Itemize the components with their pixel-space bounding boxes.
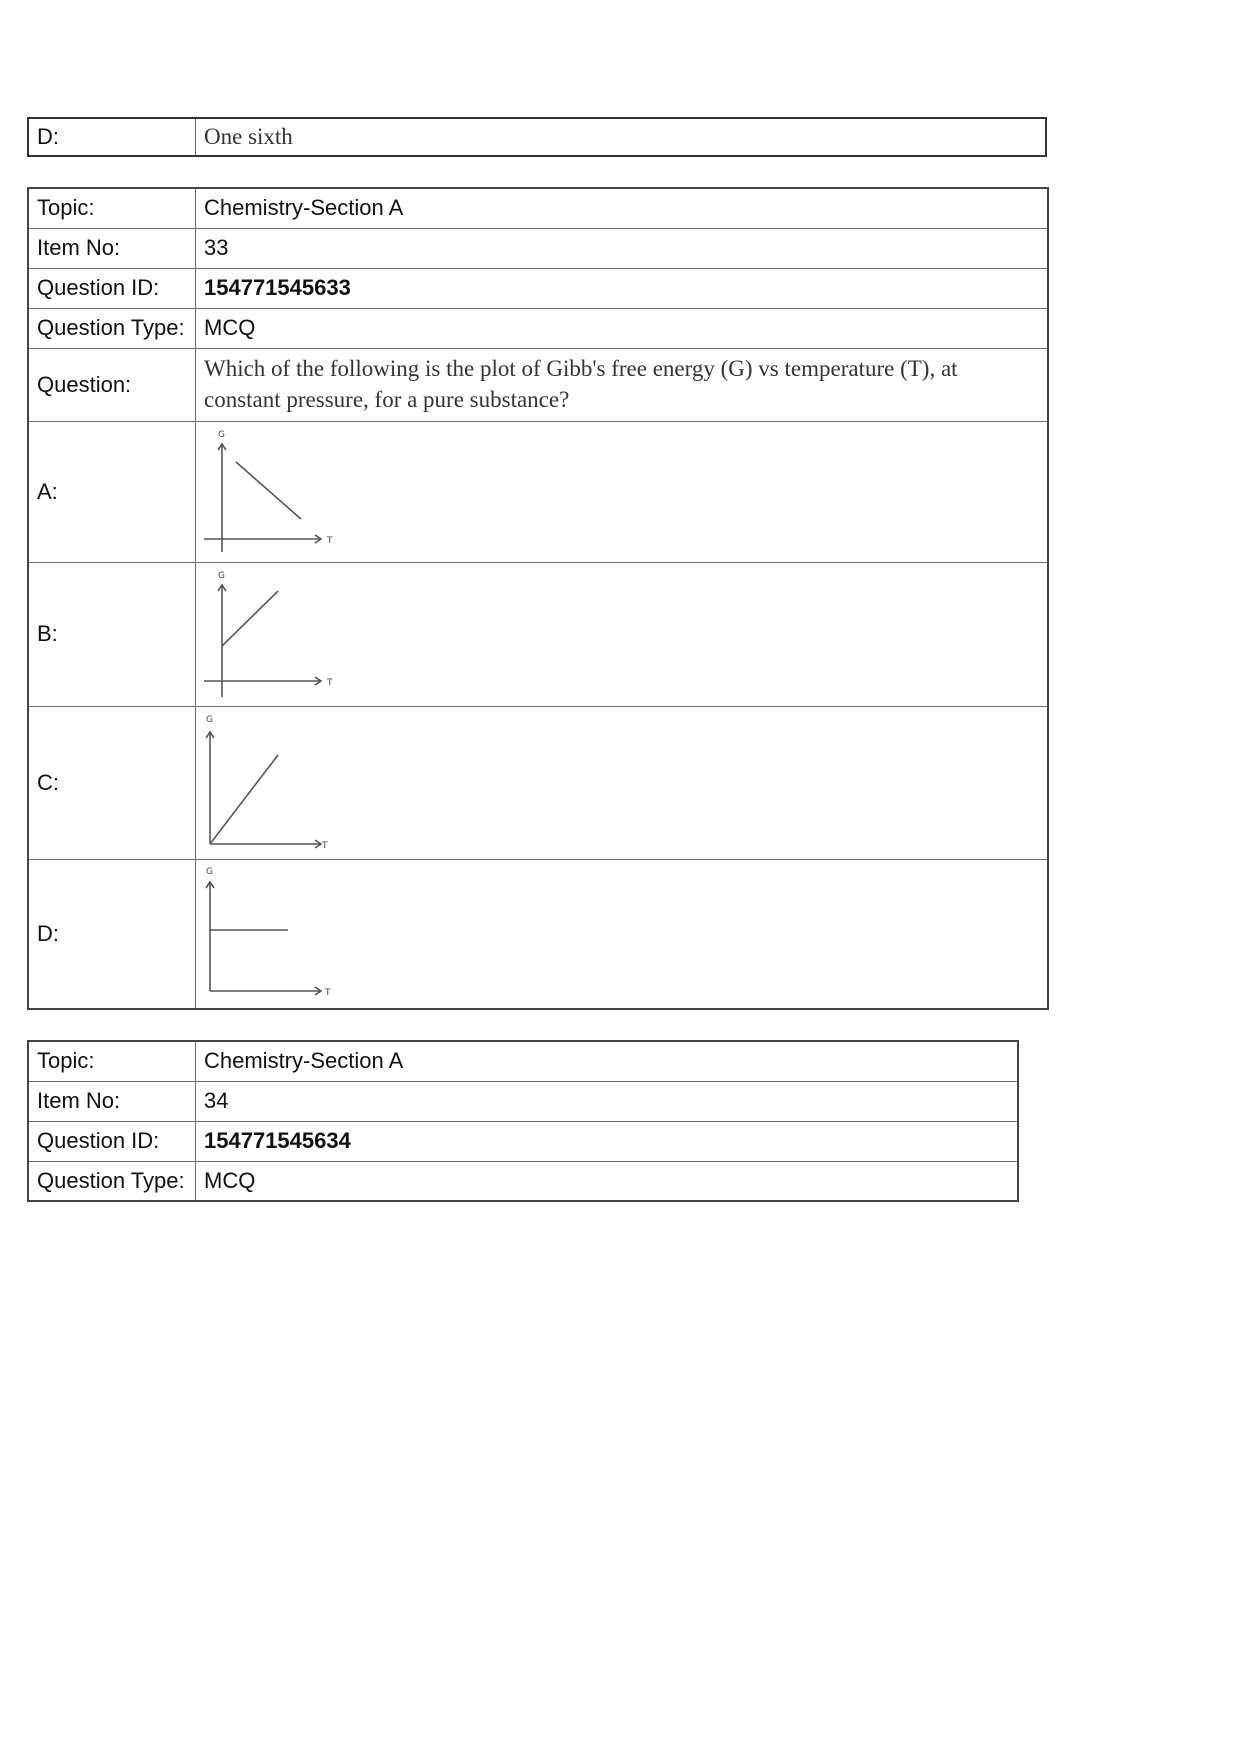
question-id-value: 154771545634 bbox=[196, 1121, 1019, 1161]
question-id-label: Question ID: bbox=[28, 1121, 196, 1161]
y-axis-label: G bbox=[206, 866, 213, 877]
x-axis-label: T bbox=[327, 677, 333, 688]
option-d-label: D: bbox=[28, 118, 196, 156]
question-id-value: 154771545633 bbox=[196, 268, 1049, 308]
item-no-value: 33 bbox=[196, 228, 1049, 268]
item-no-value: 34 bbox=[196, 1081, 1019, 1121]
topic-value: Chemistry-Section A bbox=[196, 1041, 1019, 1081]
y-axis-label: G bbox=[206, 714, 213, 725]
option-d-label: D: bbox=[28, 859, 196, 1009]
option-b-plot-cell bbox=[196, 562, 1049, 706]
previous-question-table bbox=[27, 117, 1047, 157]
question-type-value: MCQ bbox=[196, 308, 1049, 348]
option-b-plot bbox=[196, 563, 396, 706]
y-axis-label: G bbox=[218, 570, 225, 581]
question-label: Question: bbox=[28, 348, 196, 421]
option-c-plot-cell bbox=[196, 706, 1049, 859]
question-id-label: Question ID: bbox=[28, 268, 196, 308]
question-type-label: Question Type: bbox=[28, 308, 196, 348]
item-no-label: Item No: bbox=[28, 1081, 196, 1121]
topic-label: Topic: bbox=[28, 1041, 196, 1081]
topic-label: Topic: bbox=[28, 188, 196, 228]
option-c-label: C: bbox=[28, 706, 196, 859]
x-axis-label: T bbox=[322, 840, 328, 851]
x-axis-label: T bbox=[325, 987, 331, 998]
y-axis-label: G bbox=[218, 429, 225, 440]
option-a-plot-cell bbox=[196, 421, 1049, 562]
question-33-table bbox=[27, 187, 1049, 1010]
option-c-plot bbox=[196, 707, 396, 859]
question-type-label: Question Type: bbox=[28, 1161, 196, 1201]
g-vs-t-line bbox=[236, 462, 301, 519]
option-d-text: One sixth bbox=[196, 118, 1047, 156]
option-a-plot bbox=[196, 422, 396, 562]
option-b-label: B: bbox=[28, 562, 196, 706]
option-d-plot-cell bbox=[196, 859, 1049, 1009]
question-text: Which of the following is the plot of Gibb's free energy (G) vs temperature (T), at constant pressure, for a pure substance? bbox=[196, 348, 1049, 421]
x-axis-label: T bbox=[327, 535, 333, 546]
option-d-plot bbox=[196, 860, 396, 1008]
item-no-label: Item No: bbox=[28, 228, 196, 268]
topic-value: Chemistry-Section A bbox=[196, 188, 1049, 228]
question-type-value: MCQ bbox=[196, 1161, 1019, 1201]
question-34-table bbox=[27, 1040, 1019, 1202]
option-a-label: A: bbox=[28, 421, 196, 562]
g-vs-t-line bbox=[210, 755, 278, 844]
g-vs-t-line bbox=[222, 591, 278, 646]
